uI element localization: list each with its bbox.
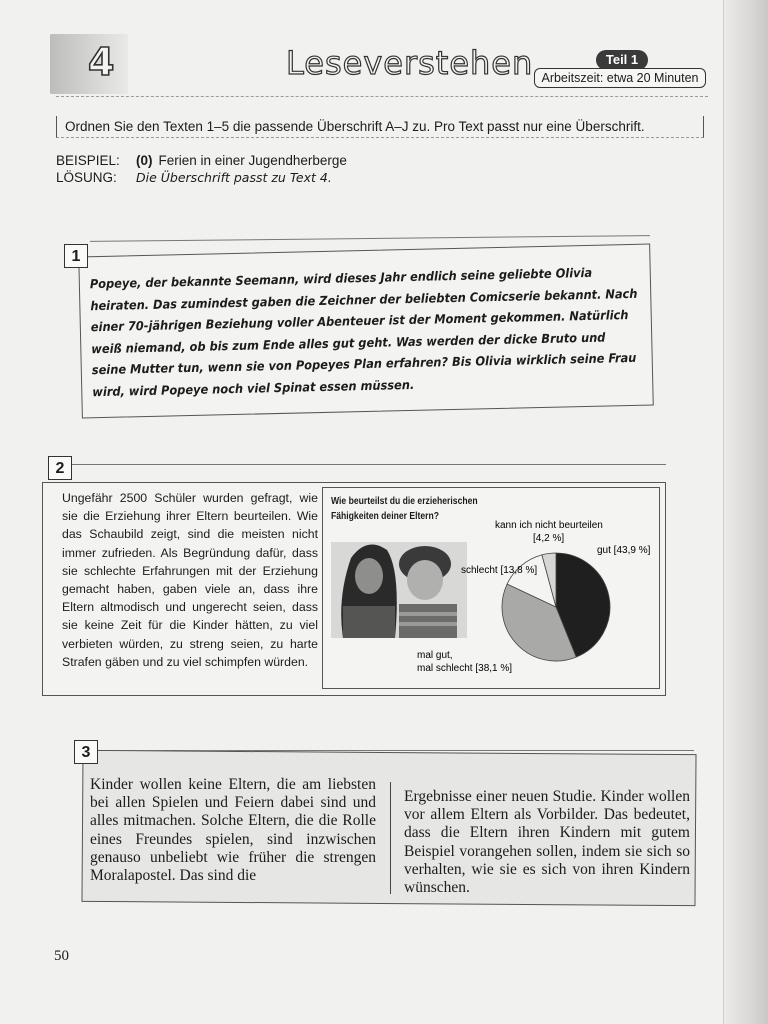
- label-good: gut [43,9 %]: [597, 545, 651, 556]
- text1-box: [78, 244, 654, 419]
- text1-number: 1: [64, 244, 88, 268]
- chart-svg: [323, 488, 661, 690]
- text2-number: 2: [48, 456, 72, 480]
- example: [56, 152, 347, 186]
- text3-column-divider: [390, 782, 391, 894]
- page-edge: [724, 0, 768, 1024]
- working-time: Arbeitszeit: etwa 20 Minuten: [534, 68, 706, 88]
- example-row: [56, 152, 347, 169]
- label-mixed-1: mal gut,: [417, 650, 453, 661]
- label-cannot-judge: kann ich nicht beurteilen: [495, 520, 603, 531]
- page-number: 50: [54, 948, 69, 964]
- example-number: (0): [136, 153, 153, 168]
- children-photo: [331, 542, 467, 638]
- example-label: BEISPIEL:: [56, 153, 120, 168]
- chart-panel: [322, 487, 660, 689]
- text1-body: Popeye, der bekannte Seemann, wird dieses Jahr endlich seine geliebte Olivia heiraten. Das zumindest gaben die Zeichner der beliebten Comicserie bekannt. Nach einer 70-jährigen Beziehung voller Abenteuer ist der Moment gekommen. Natürlich weiß niemand, ob bis zum Ende alles gut geht. Was werden der dicke Bruto und seine Mutter tun, wenn sie von Popeyes Plan erfahren? Bis Olivia wirklich seine Frau wird, wird Popeye noch viel Spinat essen müssen.: [89, 264, 638, 399]
- text1-top-line: [90, 235, 650, 242]
- instruction: Ordnen Sie den Texten 1–5 die passende Überschrift A–J zu. Pro Text passt nur eine Überschrift.: [56, 116, 704, 138]
- chart-title: Wie beurteilst du die erzieherischen Fähigkeiten deiner Eltern?: [331, 496, 478, 522]
- text3-left-column: Kinder wollen keine Eltern, die am liebsten bei allen Spielen und Feiern dabei sind und alles mitmachen. Solche Eltern, die die Rolle eines Freundes spielen, sind inzwischen genauso unbeliebt wie früher die strengen Moralapostel. Das sind die: [90, 776, 376, 885]
- label-bad: schlecht [13,8 %]: [461, 565, 538, 576]
- solution-text: Die Überschrift passt zu Text 4.: [136, 170, 332, 185]
- text2-top-line: [72, 464, 666, 465]
- text3-right-column: Ergebnisse einer neuen Studie. Kinder wollen vor allem Eltern als Vorbilder. Das bedeutet, dass die Eltern ihren Kindern mit gutem Beispiel vorangehen sollen, indem sie sich so verhalten, wie sie es sich von ihren Kindern wünschen.: [404, 788, 690, 897]
- example-text: Ferien in einer Jugendherberge: [158, 153, 347, 168]
- solution-label: LÖSUNG:: [56, 170, 117, 185]
- chapter-number: 4: [88, 40, 115, 84]
- text3-number: 3: [74, 740, 98, 764]
- part-badge: Teil 1: [596, 50, 648, 70]
- label-cannot-judge-value: [4,2 %]: [533, 533, 565, 544]
- section-title: Leseverstehen: [286, 44, 534, 82]
- solution-row: [56, 169, 347, 186]
- header-rule: [56, 96, 708, 97]
- label-mixed-2: mal schlecht [38,1 %]: [417, 663, 513, 674]
- text2-body: Ungefähr 2500 Schüler wurden gefragt, wie sie die Erziehung ihrer Eltern beurteilen. Wie das Schaubild zeigt, sind die meisten nicht immer zufrieden. Als Begründung dafür, dass sie schlechte Erfahrungen mit der Erziehung gemacht haben, gaben viele an, dass ihre Eltern altmodisch und ungerecht seien, dass sie keine Zeit für die Kinder hätten, zu viel verbieten würden, zu streng seien, zu harte Strafen gäben und zu viel schimpfen würden.: [62, 491, 318, 669]
